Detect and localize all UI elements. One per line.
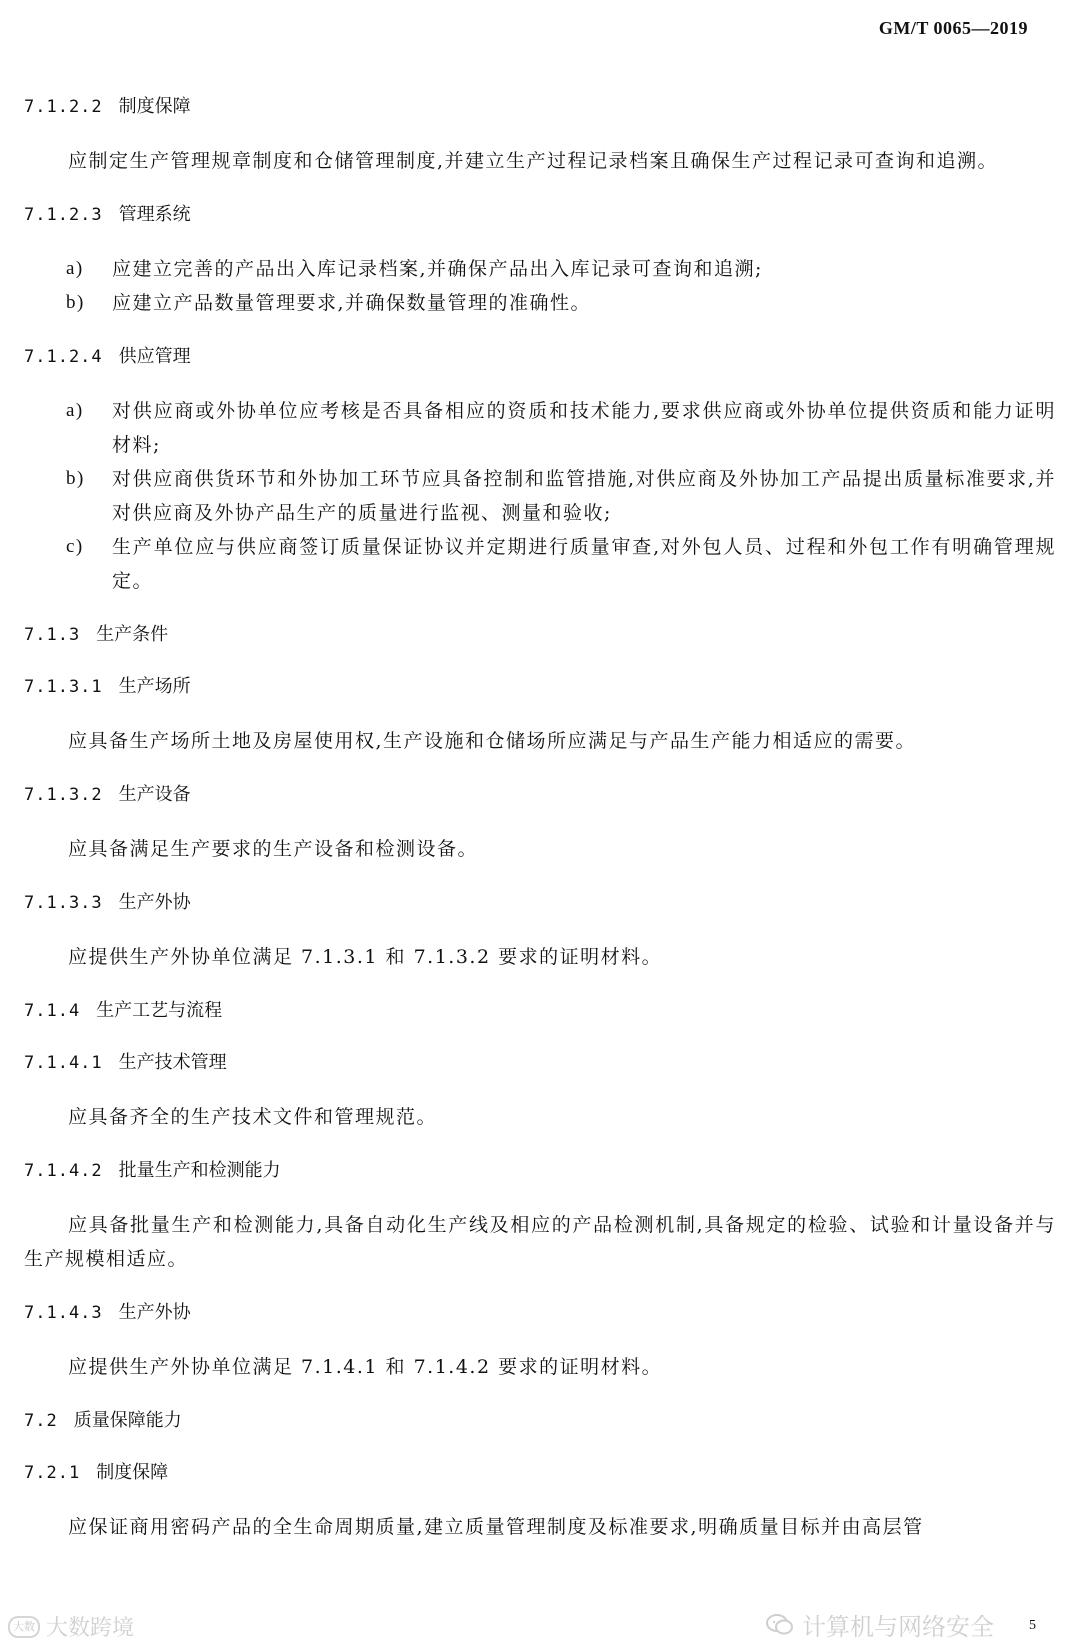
standard-code: GM/T 0065—2019 (878, 18, 1028, 38)
section-body-7-1-4-2: 应具备批量生产和检测能力,具备自动化生产线及相应的产品检测机制,具备规定的检验、试验和计量设备并与生产规模相适应。 (24, 1214, 1056, 1270)
section-title: 生产技术管理 (118, 1052, 227, 1073)
section-heading-7-1-3-2 (24, 780, 1056, 810)
list-text: 对供应商供货环节和外协加工环节应具备控制和监管措施,对供应商及外协加工产品提出质量标准要求,并对供应商及外协产品生产的质量进行监视、测量和验收; (112, 468, 1056, 524)
section-body-7-1-3-3: 应提供生产外协单位满足 7.1.3.1 和 7.1.3.2 要求的证明材料。 (68, 946, 663, 968)
section-number: 7.1.3.2 (24, 785, 103, 805)
watermark-left-text: 大数跨境 (46, 1616, 135, 1641)
section-number: 7.1.2.3 (24, 205, 103, 225)
section-title: 制度保障 (96, 1462, 169, 1483)
section-heading-7-1-2-2 (24, 92, 1056, 122)
list-7-1-2-3 (24, 252, 1056, 320)
section-heading-7-1-4-3 (24, 1298, 1056, 1328)
section-number: 7.2.1 (24, 1463, 81, 1483)
list-marker: b) (66, 292, 85, 313)
list-marker: a) (66, 400, 84, 421)
section-heading-7-1-3 (24, 620, 1056, 650)
list-item (66, 286, 1056, 320)
section-number: 7.1.3 (24, 625, 81, 645)
section-title: 生产外协 (118, 1302, 191, 1323)
section-heading-7-1-2-4 (24, 342, 1056, 372)
section-heading-7-1-4 (24, 996, 1056, 1026)
section-number: 7.1.3.3 (24, 893, 103, 913)
wechat-icon (766, 1614, 794, 1636)
document-body (24, 92, 1056, 1566)
section-title: 管理系统 (118, 204, 191, 225)
section-body-7-1-2-2: 应制定生产管理规章制度和仓储管理制度,并建立生产过程记录档案且确保生产过程记录可查询和追溯。 (68, 150, 999, 172)
section-title: 生产工艺与流程 (96, 1000, 223, 1021)
section-title: 供应管理 (118, 346, 191, 367)
list-text: 对供应商或外协单位应考核是否具备相应的资质和技术能力,要求供应商或外协单位提供资质和能力证明材料; (112, 400, 1056, 456)
section-number: 7.1.3.1 (24, 677, 103, 697)
section-number: 7.1.2.4 (24, 347, 103, 367)
section-title: 生产设备 (118, 784, 191, 805)
section-body-7-1-3-1: 应具备生产场所土地及房屋使用权,生产设施和仓储场所应满足与产品生产能力相适应的需要。 (68, 730, 917, 752)
list-item (66, 252, 1056, 286)
section-heading-7-1-3-1 (24, 672, 1056, 702)
section-number: 7.1.4 (24, 1001, 81, 1021)
watermark-left (8, 1611, 134, 1642)
section-heading-7-1-2-3 (24, 200, 1056, 230)
watermark-logo-icon: 大数 (8, 1616, 40, 1638)
section-heading-7-2 (24, 1406, 1056, 1436)
section-heading-7-1-4-2 (24, 1156, 1056, 1186)
list-item (66, 462, 1056, 530)
section-body-7-1-3-2: 应具备满足生产要求的生产设备和检测设备。 (68, 838, 479, 860)
section-body-7-2-1: 应保证商用密码产品的全生命周期质量,建立质量管理制度及标准要求,明确质量目标并由高层管 (68, 1516, 924, 1538)
section-title: 制度保障 (118, 96, 191, 117)
list-marker: a) (66, 258, 84, 279)
section-title: 生产条件 (96, 624, 169, 645)
list-marker: b) (66, 468, 85, 489)
watermark-right (766, 1607, 994, 1642)
watermark-right-text: 计算机与网络安全 (802, 1613, 994, 1641)
list-text: 应建立产品数量管理要求,并确保数量管理的准确性。 (112, 292, 592, 314)
section-heading-7-1-4-1 (24, 1048, 1056, 1078)
list-item (66, 394, 1056, 462)
section-title: 批量生产和检测能力 (118, 1160, 281, 1181)
section-body-7-1-4-3: 应提供生产外协单位满足 7.1.4.1 和 7.1.4.2 要求的证明材料。 (68, 1356, 663, 1378)
section-number: 7.1.4.1 (24, 1053, 103, 1073)
list-marker: c) (66, 536, 84, 557)
section-number: 7.1.4.2 (24, 1161, 103, 1181)
section-heading-7-1-3-3 (24, 888, 1056, 918)
section-title: 质量保障能力 (73, 1410, 182, 1431)
list-7-1-2-4 (24, 394, 1056, 598)
list-item (66, 530, 1056, 598)
list-text: 生产单位应与供应商签订质量保证协议并定期进行质量审查,对外包人员、过程和外包工作有明确管理规定。 (112, 536, 1056, 592)
section-title: 生产外协 (118, 892, 191, 913)
section-number: 7.1.4.3 (24, 1303, 103, 1323)
section-body-7-1-4-1: 应具备齐全的生产技术文件和管理规范。 (68, 1106, 438, 1128)
section-heading-7-2-1 (24, 1458, 1056, 1488)
section-number: 7.1.2.2 (24, 97, 103, 117)
list-text: 应建立完善的产品出入库记录档案,并确保产品出入库记录可查询和追溯; (112, 258, 763, 280)
page-number: 5 (1029, 1618, 1036, 1633)
section-number: 7.2 (24, 1411, 58, 1431)
section-title: 生产场所 (118, 676, 191, 697)
